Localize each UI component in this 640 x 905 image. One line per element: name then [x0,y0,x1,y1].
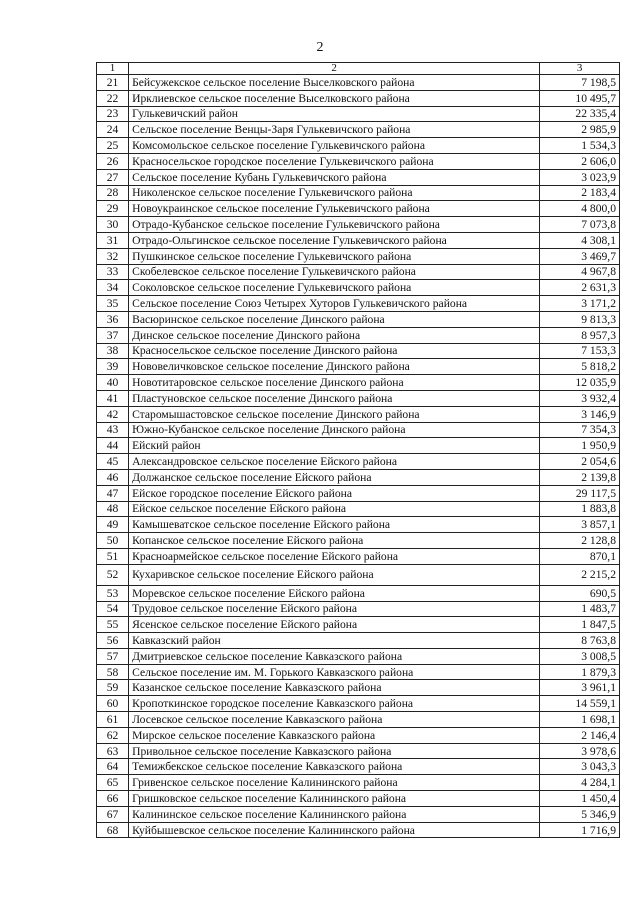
row-value: 2 146,4 [540,727,620,743]
row-number: 46 [97,469,129,485]
row-name: Пластуновское сельское поселение Динского района [129,390,540,406]
row-number: 65 [97,775,129,791]
table-row [97,759,620,775]
row-name: Новоукраинское сельское поселение Гулькевичского района [129,201,540,217]
row-value: 690,5 [540,585,620,601]
row-value: 3 961,1 [540,680,620,696]
row-name: Мирское сельское поселение Кавказского района [129,727,540,743]
row-number: 50 [97,533,129,549]
table-row [97,775,620,791]
row-name: Пушкинское сельское поселение Гулькевичского района [129,248,540,264]
row-name: Ейское городское поселение Ейского района [129,485,540,501]
row-value: 3 932,4 [540,390,620,406]
header-col-2: 2 [129,63,540,75]
row-name: Сельское поселение Союз Четырех Хуторов Гулькевичского района [129,296,540,312]
row-value: 3 978,6 [540,743,620,759]
table-row [97,680,620,696]
table-row [97,664,620,680]
table-row [97,617,620,633]
row-number: 68 [97,822,129,838]
table-row [97,375,620,391]
row-value: 1 450,4 [540,791,620,807]
row-name: Отрадо-Кубанское сельское поселение Гулькевичского района [129,217,540,233]
row-number: 44 [97,438,129,454]
table-row [97,696,620,712]
row-value: 1 879,3 [540,664,620,680]
row-value: 3 171,2 [540,296,620,312]
row-number: 45 [97,454,129,470]
row-name: Кухаривское сельское поселение Ейского района [129,564,540,585]
row-value: 2 631,3 [540,280,620,296]
table-row [97,806,620,822]
row-value: 8 763,8 [540,633,620,649]
row-name: Копанское сельское поселение Ейского района [129,533,540,549]
row-number: 22 [97,90,129,106]
row-value: 8 957,3 [540,327,620,343]
row-name: Гривенское сельское поселение Калининского района [129,775,540,791]
row-number: 41 [97,390,129,406]
row-number: 61 [97,712,129,728]
row-value: 7 354,3 [540,422,620,438]
table-row [97,791,620,807]
row-name: Сельское поселение Венцы-Заря Гулькевичского района [129,122,540,138]
table-row [97,533,620,549]
row-name: Старомышастовское сельское поселение Динского района [129,406,540,422]
row-number: 53 [97,585,129,601]
row-number: 34 [97,280,129,296]
row-value: 3 857,1 [540,517,620,533]
table-row [97,548,620,564]
row-number: 57 [97,648,129,664]
budget-table [96,62,620,838]
table-row [97,501,620,517]
row-value: 1 716,9 [540,822,620,838]
row-number: 63 [97,743,129,759]
row-value: 7 198,5 [540,75,620,91]
row-value: 2 215,2 [540,564,620,585]
row-number: 58 [97,664,129,680]
row-name: Гришковское сельское поселение Калининского района [129,791,540,807]
row-name: Александровское сельское поселение Ейского района [129,454,540,470]
row-value: 5 346,9 [540,806,620,822]
table-row [97,390,620,406]
row-number: 23 [97,106,129,122]
row-value: 3 469,7 [540,248,620,264]
table-row [97,327,620,343]
table-row [97,648,620,664]
row-number: 55 [97,617,129,633]
table-row [97,106,620,122]
row-name: Куйбышевское сельское поселение Калининского района [129,822,540,838]
row-name: Скобелевское сельское поселение Гулькевичского района [129,264,540,280]
row-number: 64 [97,759,129,775]
table-row [97,138,620,154]
row-number: 40 [97,375,129,391]
row-value: 22 335,4 [540,106,620,122]
table-row [97,280,620,296]
row-value: 4 284,1 [540,775,620,791]
row-name: Ейский район [129,438,540,454]
row-name: Красносельское сельское поселение Динского района [129,343,540,359]
row-name: Трудовое сельское поселение Ейского района [129,601,540,617]
row-name: Моревское сельское поселение Ейского района [129,585,540,601]
table-row [97,90,620,106]
row-value: 1 534,3 [540,138,620,154]
row-name: Ирклиевское сельское поселение Выселковского района [129,90,540,106]
row-number: 24 [97,122,129,138]
row-name: Красносельское городское поселение Гулькевичского района [129,153,540,169]
row-number: 21 [97,75,129,91]
row-name: Сельское поселение Кубань Гулькевичского района [129,169,540,185]
table-row [97,311,620,327]
row-number: 27 [97,169,129,185]
row-value: 14 559,1 [540,696,620,712]
row-number: 29 [97,201,129,217]
table-row [97,727,620,743]
row-number: 48 [97,501,129,517]
row-number: 43 [97,422,129,438]
row-value: 870,1 [540,548,620,564]
row-value: 7 073,8 [540,217,620,233]
row-number: 38 [97,343,129,359]
row-number: 31 [97,232,129,248]
row-name: Динское сельское поселение Динского района [129,327,540,343]
table-row [97,153,620,169]
page-number: 2 [316,40,324,55]
row-name: Привольное сельское поселение Кавказского района [129,743,540,759]
table-header-row [97,63,620,75]
row-value: 2 183,4 [540,185,620,201]
row-number: 32 [97,248,129,264]
row-value: 1 483,7 [540,601,620,617]
row-number: 47 [97,485,129,501]
row-value: 7 153,3 [540,343,620,359]
table-row [97,406,620,422]
table-row [97,454,620,470]
row-name: Васюринское сельское поселение Динского района [129,311,540,327]
row-number: 36 [97,311,129,327]
row-value: 29 117,5 [540,485,620,501]
table-row [97,743,620,759]
table-row [97,585,620,601]
table-row [97,217,620,233]
row-name: Калининское сельское поселение Калининского района [129,806,540,822]
row-value: 9 813,3 [540,311,620,327]
table-row [97,469,620,485]
row-number: 26 [97,153,129,169]
table-row [97,201,620,217]
row-value: 3 146,9 [540,406,620,422]
row-name: Должанское сельское поселение Ейского района [129,469,540,485]
row-name: Красноармейское сельское поселение Ейского района [129,548,540,564]
table-row [97,264,620,280]
row-name: Николенское сельское поселение Гулькевичского района [129,185,540,201]
table-row [97,75,620,91]
row-value: 2 054,6 [540,454,620,470]
row-number: 30 [97,217,129,233]
row-value: 1 847,5 [540,617,620,633]
row-number: 66 [97,791,129,807]
row-name: Ясенское сельское поселение Ейского района [129,617,540,633]
row-value: 3 023,9 [540,169,620,185]
row-value: 1 698,1 [540,712,620,728]
row-value: 3 043,3 [540,759,620,775]
row-name: Дмитриевское сельское поселение Кавказского района [129,648,540,664]
table-row [97,296,620,312]
table-row [97,122,620,138]
row-number: 39 [97,359,129,375]
row-number: 59 [97,680,129,696]
row-value: 4 800,0 [540,201,620,217]
row-number: 54 [97,601,129,617]
row-number: 25 [97,138,129,154]
header-col-1: 1 [97,63,129,75]
row-number: 62 [97,727,129,743]
row-value: 4 308,1 [540,232,620,248]
table-row [97,343,620,359]
table-row [97,564,620,585]
row-name: Кропоткинское городское поселение Кавказского района [129,696,540,712]
row-name: Новотитаровское сельское поселение Динского района [129,375,540,391]
row-value: 1 883,8 [540,501,620,517]
row-name: Кавказский район [129,633,540,649]
table-row [97,485,620,501]
row-value: 5 818,2 [540,359,620,375]
row-number: 37 [97,327,129,343]
table-row [97,169,620,185]
row-value: 3 008,5 [540,648,620,664]
table-row [97,822,620,838]
row-value: 4 967,8 [540,264,620,280]
row-name: Бейсужекское сельское поселение Выселковского района [129,75,540,91]
row-name: Темижбекское сельское поселение Кавказского района [129,759,540,775]
row-value: 2 139,8 [540,469,620,485]
table-row [97,438,620,454]
row-number: 60 [97,696,129,712]
row-number: 67 [97,806,129,822]
table-row [97,185,620,201]
row-value: 2 606,0 [540,153,620,169]
table-row [97,517,620,533]
row-number: 56 [97,633,129,649]
row-value: 12 035,9 [540,375,620,391]
row-number: 28 [97,185,129,201]
row-value: 2 985,9 [540,122,620,138]
row-number: 49 [97,517,129,533]
row-number: 42 [97,406,129,422]
row-value: 10 495,7 [540,90,620,106]
row-name: Ейское сельское поселение Ейского района [129,501,540,517]
header-col-3: 3 [540,63,620,75]
row-name: Южно-Кубанское сельское поселение Динского района [129,422,540,438]
row-name: Нововеличковское сельское поселение Динского района [129,359,540,375]
row-number: 52 [97,564,129,585]
row-number: 51 [97,548,129,564]
table-row [97,422,620,438]
row-name: Отрадо-Ольгинское сельское поселение Гулькевичского района [129,232,540,248]
row-name: Камышеватское сельское поселение Ейского района [129,517,540,533]
row-name: Гулькевичский район [129,106,540,122]
table-row [97,601,620,617]
row-value: 1 950,9 [540,438,620,454]
row-name: Соколовское сельское поселение Гулькевичского района [129,280,540,296]
row-name: Сельское поселение им. М. Горького Кавказского района [129,664,540,680]
row-name: Лосевское сельское поселение Кавказского района [129,712,540,728]
table-row [97,232,620,248]
table-row [97,248,620,264]
row-name: Казанское сельское поселение Кавказского района [129,680,540,696]
row-number: 33 [97,264,129,280]
table-row [97,712,620,728]
row-value: 2 128,8 [540,533,620,549]
row-name: Комсомольское сельское поселение Гулькевичского района [129,138,540,154]
table-row [97,359,620,375]
row-number: 35 [97,296,129,312]
table-row [97,633,620,649]
